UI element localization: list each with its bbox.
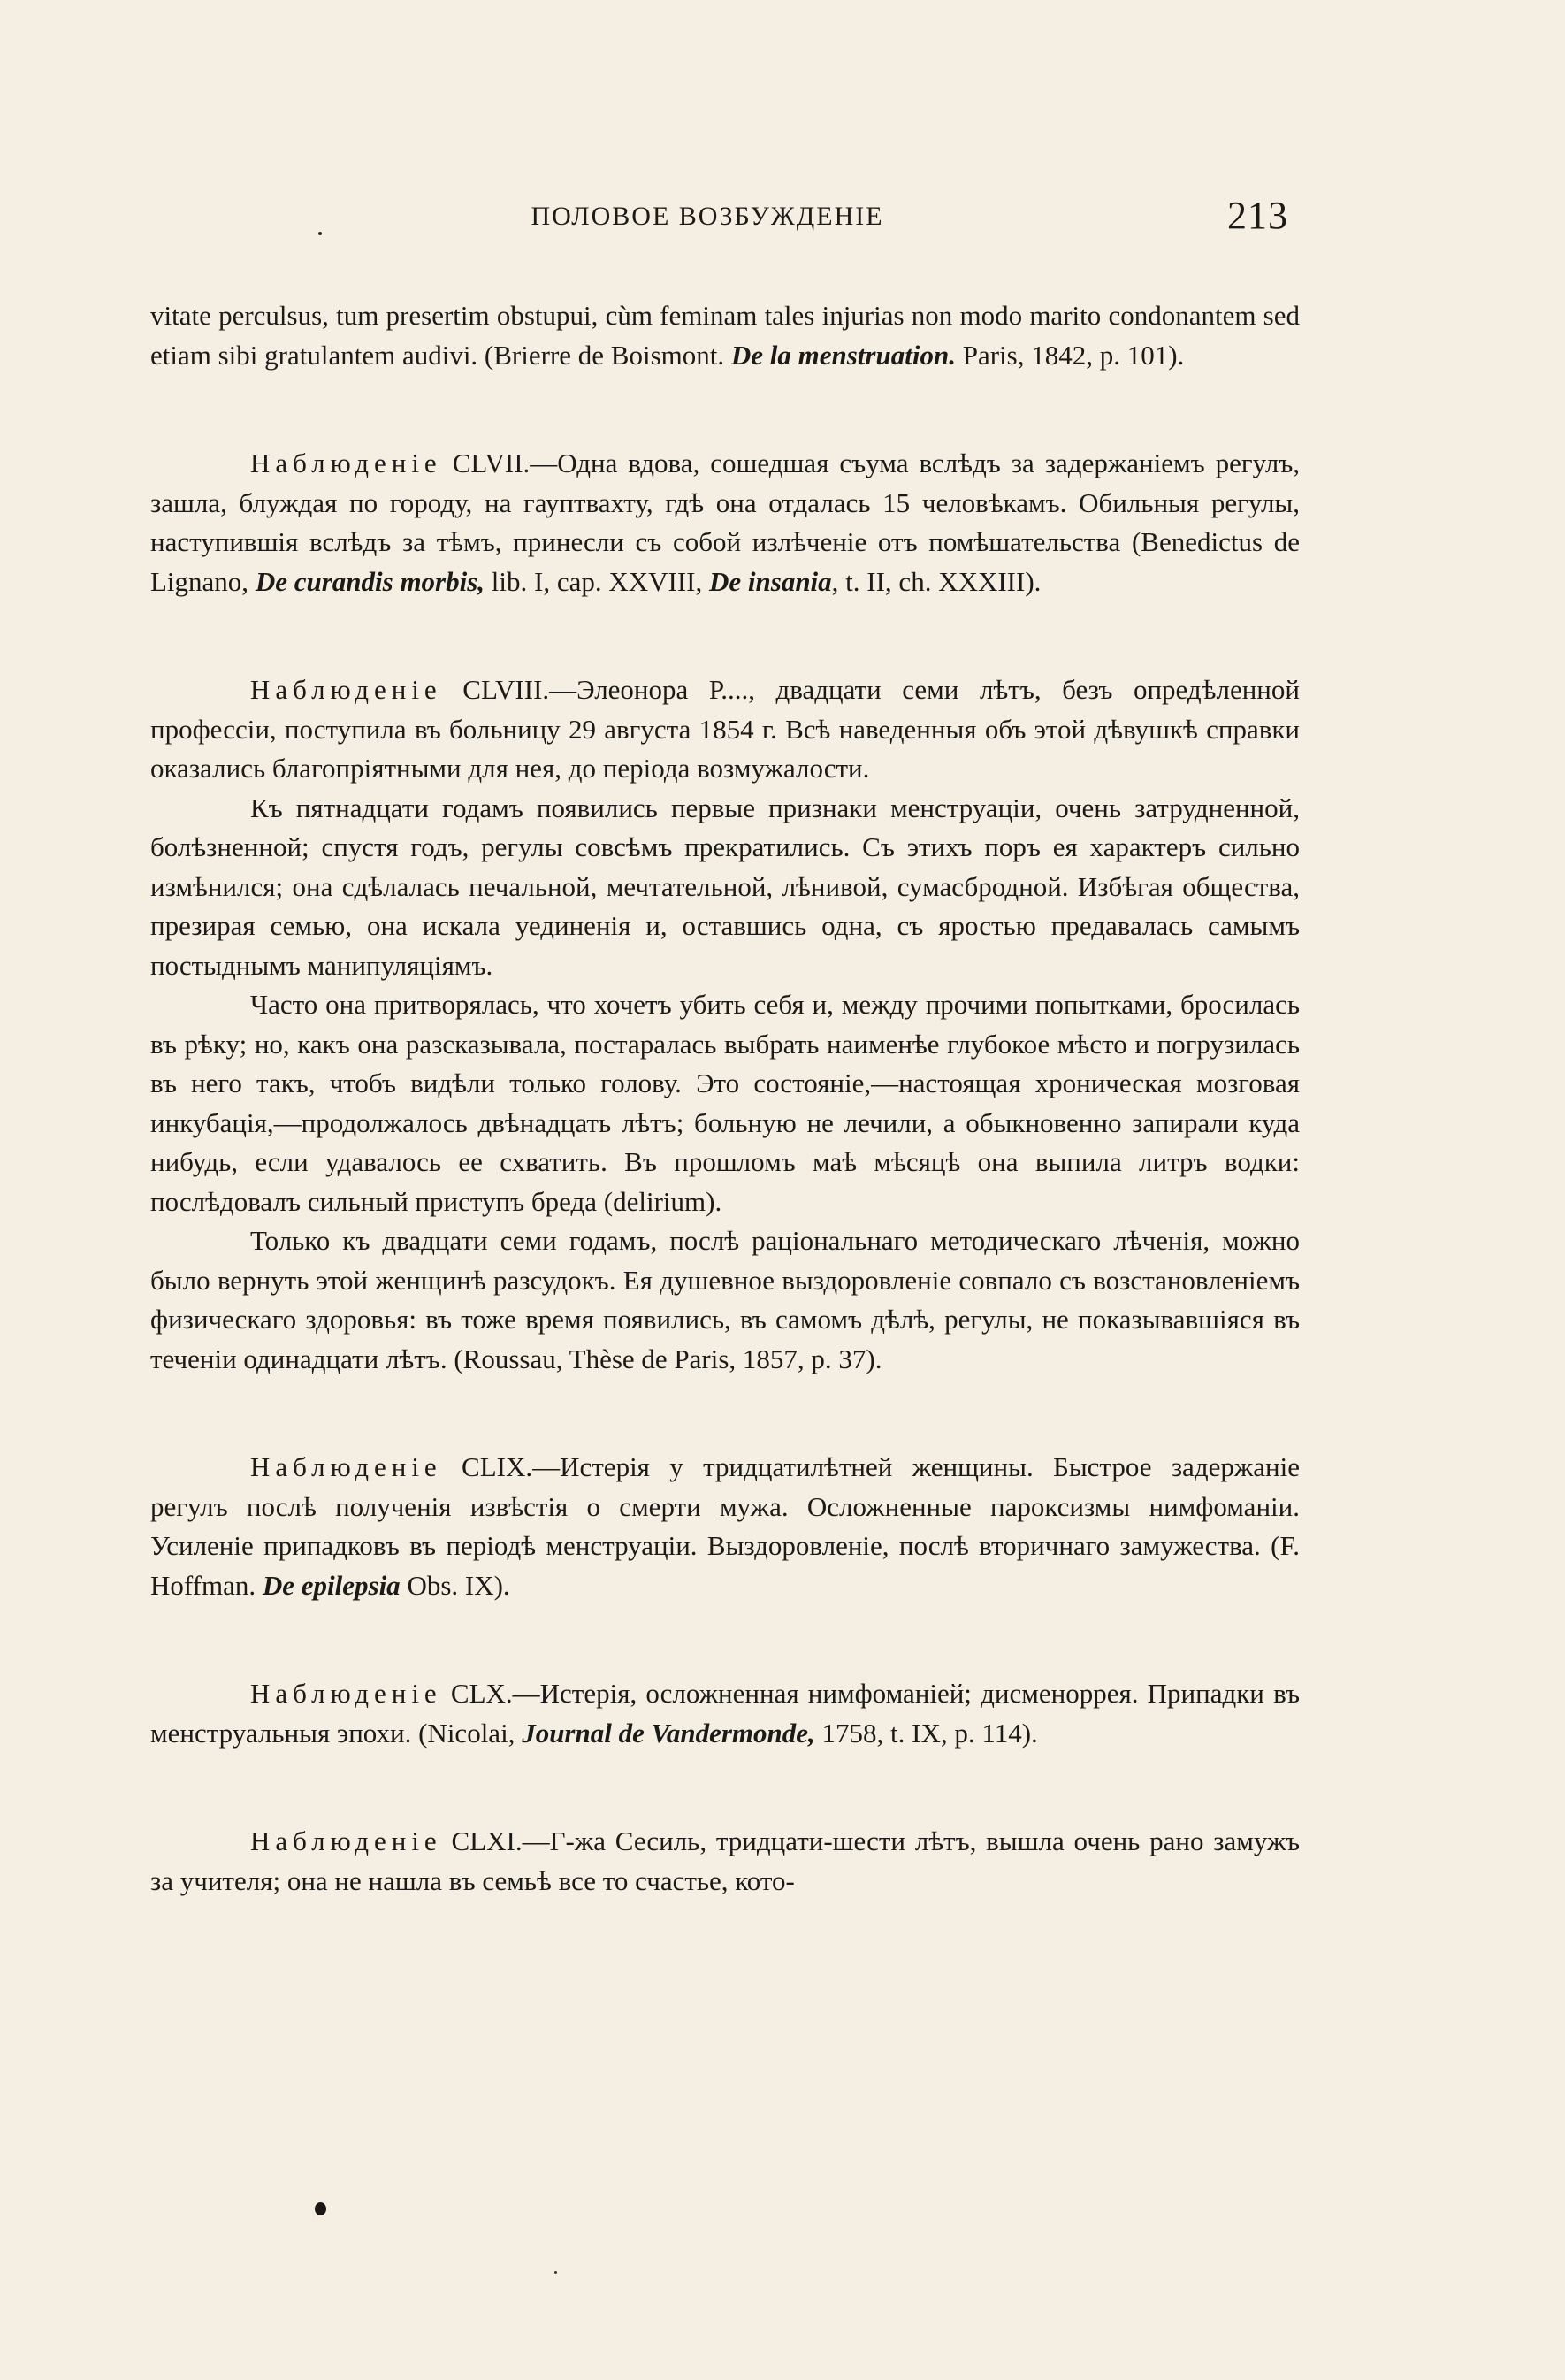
book-title: De curandis morbis, [255,565,485,597]
observation-label: Наблюденіе [250,448,442,478]
continuation-paragraph [150,296,1300,375]
observation-161 [150,1822,1300,1901]
observation-157 [150,444,1300,601]
continuation-text: vitate perculsus, tum presertim obstupui, cùm feminam tales injurias non modo marito condonantem sed etiam sibi gratulantem audivi. (Brierre de Boismont. [150,300,1300,371]
observation-citation: 1758, t. IX, p. 114). [814,1717,1038,1749]
observation-158 [150,670,1300,789]
observation-label: Наблюденіе [250,1825,442,1856]
page-body [150,296,1300,1901]
book-title: Journal de Vandermonde, [522,1717,815,1749]
running-head: ПОЛОВОЕ ВОЗБУЖДЕНІЕ [531,202,884,231]
printer-dot [318,232,322,235]
page-number: 213 [1227,194,1288,237]
book-title: De insania [709,565,832,597]
observation-citation: , t. II, ch. XXXIII). [831,565,1042,597]
continuation-citation: Paris, 1842, p. 101). [955,339,1185,371]
observation-citation: lib. I, cap. XXVIII, [485,565,709,597]
observation-158-paragraph-2: Къ пятнадцати годамъ появились первые признаки менструаціи, очень затрудненной, болѣзненной; спустя годъ, регулы совсѣмъ прекратились. Съ этихъ поръ ея характеръ сильно измѣнился; она сдѣлалась печальной, мечтательной, лѣнивой, сумасбродной. Избѣгая общества, презирая семью, она искала уединенія и, оставшись одна, съ яростью предавалась самымъ постыднымъ манипуляціямъ. [150,792,1300,981]
observation-text: CLVIII.—Элеонора Р...., двадцати семи лѣтъ, безъ опредѣленной профессіи, поступила въ больницу 29 августа 1854 г. Всѣ наведенныя объ этой дѣвушкѣ справки оказались благопріятными для нея, до періода возмужалости. [150,674,1300,784]
observation-158-paragraph-3: Часто она притворялась, что хочетъ убить себя и, между прочими попытками, бросилась въ рѣку; но, какъ она разсказывала, постаралась выбрать наименѣе глубокое мѣсто и погрузилась въ него такъ, чтобъ видѣли только голову. Это состояніе,—настоящая хроническая мозговая инкубація,—продолжалось двѣнадцать лѣтъ; больную не лечили, а обыкновенно запирали куда нибудь, если удавалось ее схватить. Въ прошломъ маѣ мѣсяцѣ она выпила литръ водки: послѣдовалъ сильный приступъ бреда (delirium). [150,989,1300,1217]
observation-158-paragraph-4: Только къ двадцати семи годамъ, послѣ раціональнаго методическаго лѣченія, можно было вернуть этой женщинѣ разсудокъ. Ея душевное выздоровленіе совпало съ возстановленіемъ физическаго здоровья: въ тоже время появились, въ самомъ дѣлѣ, регулы, не показывавшіяся въ теченіи одинадцати лѣтъ. (Roussau, Thèse de Paris, 1857, p. 37). [150,1225,1300,1374]
observation-label: Наблюденіе [250,1451,442,1482]
observation-text: CLX.—Истерія, осложненная нимфоманіей; дисменоррея. Припадки въ менструальныя эпохи. (Nicolai, [150,1678,1300,1749]
book-title: De la menstruation. [730,339,956,371]
observation-text: CLXI.—Г-жа Сесиль, тридцати-шести лѣтъ, вышла очень рано замужъ за учителя; она не нашла въ семьѣ все то счастье, кото- [150,1825,1300,1896]
observation-label: Наблюденіе [250,674,442,705]
observation-text: CLVII.—Одна вдова, сошедшая съума вслѣдъ за задержаніемъ регулъ, зашла, блуждая по городу, на гауптвахту, гдѣ она отдалась 15 человѣкамъ. Обильныя регулы, наступившія вслѣдъ за тѣмъ, принесли съ собой излѣченіе отъ помѣшательства (Benedictus de Lignano, [150,448,1300,597]
observation-text: CLIX.—Истерія у тридцатилѣтней женщины. Быстрое задержаніе регулъ послѣ полученія извѣстія о смерти мужа. Осложненные пароксизмы нимфоманіи. Усиленіе припадковъ въ періодѣ менструаціи. Выздоровленіе, послѣ вторичнаго замужества. (F. Hoffman. [150,1451,1300,1601]
observation-citation: Obs. IX). [400,1569,510,1601]
observation-159 [150,1448,1300,1605]
observation-label: Наблюденіе [250,1678,442,1709]
ink-speck [554,2271,557,2274]
book-title: De epilepsia [262,1569,401,1601]
observation-160 [150,1674,1300,1753]
ink-blot [315,2202,326,2215]
